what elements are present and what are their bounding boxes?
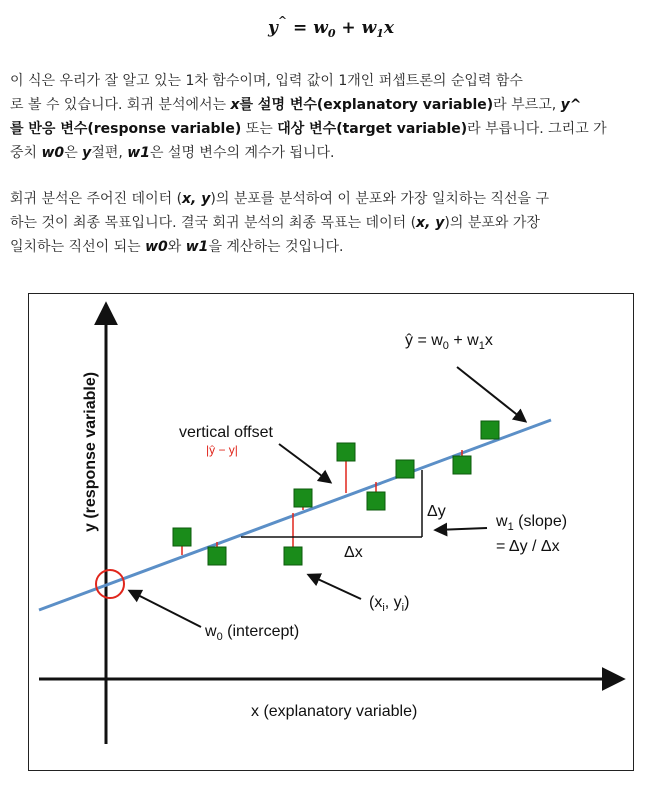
p1-l4-t3: 절편, (91, 145, 128, 161)
p2-l2-a: 하는 것이 최종 목표입니다. 결국 회귀 분석의 최종 목표는 데이터 ( (10, 215, 417, 231)
p2-l3-b: 와 (167, 239, 186, 255)
slope-arrow (436, 528, 487, 530)
offset-arrow (279, 444, 330, 482)
formula-eq: = (287, 18, 314, 38)
formula-y: y (267, 18, 278, 38)
p1-l3-bold2: (response variable) (87, 121, 242, 137)
formula-w0: w (313, 18, 328, 38)
p2-l1-a: 회귀 분석은 주어진 데이터 ( (10, 191, 183, 207)
regression-line (39, 420, 551, 610)
p1-l2-tail: 라 부르고, (493, 97, 561, 113)
delta-y-label: Δy (427, 503, 446, 520)
data-point (396, 460, 414, 478)
paragraph-2 (10, 187, 650, 259)
p1-l2-bold1: 를 설명 변수 (239, 97, 317, 113)
p2-l3-w1: w1 (185, 239, 209, 255)
vertical-offset-label: vertical offset (179, 424, 273, 441)
regression-formula (0, 14, 662, 40)
p2-l3-w0: w0 (145, 239, 168, 255)
p1-l3-t1: 또는 (241, 121, 278, 137)
p2-l2-b: )의 분포와 가장 (444, 215, 540, 231)
p2-line-3 (10, 235, 650, 259)
p1-line-4 (10, 141, 650, 165)
p1-l4-w1: w1 (127, 145, 150, 161)
data-point (294, 489, 312, 507)
p1-l2-text: 로 볼 수 있습니다. 회귀 분석에서는 (10, 97, 231, 113)
formula-sub0: 0 (327, 27, 336, 40)
p2-line-2 (10, 211, 650, 235)
data-point (173, 528, 191, 546)
p2-line-1 (10, 187, 650, 211)
p2-l2-xy: x, y (416, 215, 445, 231)
p1-line-1 (10, 69, 650, 93)
point-label: ($x_i$, $y_i$) (369, 594, 410, 614)
p1-l3-t2: 라 부릅니다. 그리고 가 (467, 121, 607, 137)
p1-l1-text: 이 식은 우리가 잘 알고 있는 1차 함수이며, 입력 값이 1개인 퍼셉트론의 순입력 함수 (10, 73, 523, 89)
p2-l1-xy: x, y (182, 191, 211, 207)
p1-line-3 (10, 117, 650, 141)
data-point (481, 421, 499, 439)
p1-l2-x: x (230, 97, 240, 113)
intercept-arrow (130, 591, 201, 627)
data-point (453, 456, 471, 474)
formula-x: x (383, 18, 395, 38)
p1-l4-t1: 중치 (10, 145, 42, 161)
p2-l1-b: )의 분포를 분석하여 이 분포와 가장 일치하는 직선을 구 (210, 191, 549, 207)
p1-l3-bold1: 를 반응 변수 (10, 121, 88, 137)
p1-l3-bold3: 대상 변수 (277, 121, 337, 137)
formula-w1: w (361, 18, 377, 38)
slope-label: $w_1$ (slope) (496, 513, 568, 533)
equation-arrow (457, 367, 525, 421)
data-point (284, 547, 302, 565)
x-axis-label: x (explanatory variable) (251, 703, 418, 720)
paragraph-1 (10, 69, 650, 165)
point-arrow (309, 575, 361, 599)
p2-l3-c: 을 계산하는 것입니다. (208, 239, 344, 255)
data-point (337, 443, 355, 461)
p1-line-2 (10, 93, 650, 117)
slope-formula: = Δy / Δx (496, 538, 560, 555)
delta-x-label: Δx (344, 544, 363, 561)
p1-l2-bold2: (explanatory variable) (316, 97, 494, 113)
p1-l4-w0: w0 (41, 145, 65, 161)
y-axis-label: y (response variable) (82, 371, 99, 532)
regression-diagram (28, 293, 634, 771)
formula-sub1: 1 (376, 27, 384, 40)
formula-plus: + (335, 18, 362, 38)
regression-svg (29, 294, 635, 772)
intercept-label: $w_0$ (intercept) (205, 623, 300, 643)
p1-l4-t2: 은 (64, 145, 83, 161)
vertical-offset-formula: |ŷ − y| (206, 443, 238, 457)
formula-hat: ^ (277, 14, 288, 27)
p1-l3-bold4: (target variable) (336, 121, 468, 137)
equation-label: ŷ = $w_0 + w_1x$ (405, 332, 493, 352)
data-point (367, 492, 385, 510)
p1-l4-t4: 은 설명 변수의 계수가 됩니다. (149, 145, 335, 161)
p1-l2-yhat: y^ (560, 97, 582, 113)
p1-l4-y: y (82, 145, 92, 161)
p2-l3-a: 일치하는 직선이 되는 (10, 239, 146, 255)
data-point (208, 547, 226, 565)
